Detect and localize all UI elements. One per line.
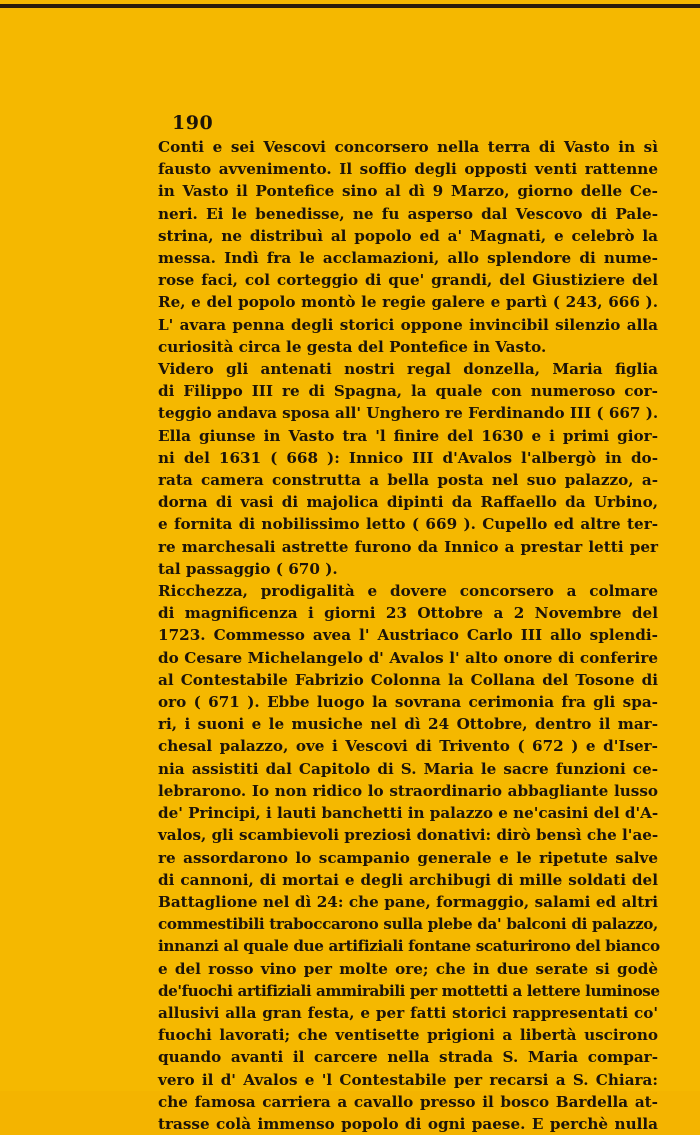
text-line: neri. Ei le benedisse, ne fu asperso dal Vescovo di Pale- xyxy=(158,204,658,223)
page-number: 190 xyxy=(172,112,214,134)
text-line: ri, i suoni e le musiche nel dì 24 Ottobre, dentro il mar- xyxy=(158,715,658,734)
text-line: tal passaggio ( 670 ). xyxy=(158,559,338,578)
text-line: de'fuochi artifiziali ammirabili per mottetti a lettere luminose xyxy=(158,981,660,1000)
text-line: 1723. Commesso avea l' Austriaco Carlo III allo splendi- xyxy=(158,626,658,645)
text-line: rata camera construtta a bella posta nel suo palazzo, a- xyxy=(158,471,658,490)
text-line: do Cesare Michelangelo d' Avalos l' alto onore di conferire xyxy=(158,648,658,667)
text-line: ni del 1631 ( 668 ): Innico III d'Avalos l'albergò in do- xyxy=(158,448,658,467)
text-line: dorna di vasi di majolica dipinti da Raffaello da Urbino, xyxy=(158,493,658,512)
text-line: Ricchezza, prodigalità e dovere concorsero a colmare xyxy=(158,582,658,601)
text-line: di magnificenza i giorni 23 Ottobre a 2 Novembre del xyxy=(158,604,658,623)
text-line: lebrarono. Io non ridico lo straordinario abbagliante lusso xyxy=(158,781,658,800)
page-top-rule xyxy=(0,4,700,8)
text-line: oro ( 671 ). Ebbe luogo la sovrana cerimonia fra gli spa- xyxy=(158,693,658,712)
text-line: trasse colà immenso popolo di ogni paese. E perchè nulla xyxy=(158,1114,658,1133)
text-line: di Filippo III re di Spagna, la quale con numeroso cor- xyxy=(158,382,658,401)
body-text xyxy=(158,136,658,1135)
text-line: valos, gli scambievoli preziosi donativi: dirò bensì che l'ae- xyxy=(158,826,659,845)
text-line: chesal palazzo, ove i Vescovi di Trivento ( 672 ) e d'Iser- xyxy=(158,737,658,756)
text-line: quando avanti il carcere nella strada S. Maria compar- xyxy=(158,1048,658,1067)
text-line: che famosa carriera a cavallo presso il bosco Bardella at- xyxy=(158,1092,658,1111)
text-line: allusivi alla gran festa, e per fatti storici rappresentati co' xyxy=(158,1003,658,1022)
text-line: Ella giunse in Vasto tra 'l finire del 1630 e i primi gior- xyxy=(158,426,658,445)
text-line: e fornita di nobilissimo letto ( 669 ). Cupello ed altre ter- xyxy=(158,515,658,534)
text-line: e del rosso vino per molte ore; che in due serate si godè xyxy=(158,959,658,978)
text-line: curiosità circa le gesta del Pontefice in Vasto. xyxy=(158,337,547,356)
text-line: commestibili traboccarono sulla plebe da' balconi di palazzo, xyxy=(158,915,658,934)
text-line: re assordarono lo scampanio generale e le ripetute salve xyxy=(158,848,658,867)
text-line: nia assistiti dal Capitolo di S. Maria le sacre funzioni ce- xyxy=(158,759,658,778)
text-line: Battaglione nel dì 24: che pane, formaggio, salami ed altri xyxy=(158,892,658,911)
text-line: teggio andava sposa all' Unghero re Ferdinando III ( 667 ). xyxy=(158,404,659,423)
text-line: Re, e del popolo montò le regie galere e partì ( 243, 666 ). xyxy=(158,293,658,312)
text-line: in Vasto il Pontefice sino al dì 9 Marzo, giorno delle Ce- xyxy=(158,182,658,201)
text-line: rose faci, col corteggio di que' grandi, del Giustiziere del xyxy=(158,271,658,290)
text-line: fuochi lavorati; che ventisette prigioni a libertà uscirono xyxy=(158,1026,658,1045)
text-line: messa. Indì fra le acclamazioni, allo splendore di nume- xyxy=(158,249,658,268)
text-line: vero il d' Avalos e 'l Contestabile per recarsi a S. Chiara: xyxy=(158,1070,658,1089)
text-line: strina, ne distribuì al popolo ed a' Magnati, e celebrò la xyxy=(158,226,658,245)
text-line: re marchesali astrette furono da Innico a prestar letti per xyxy=(158,537,658,556)
text-line: L' avara penna degli storici oppone invincibil silenzio alla xyxy=(158,315,658,334)
text-line: di cannoni, di mortai e degli archibugi di mille soldati del xyxy=(158,870,658,889)
text-line: al Contestabile Fabrizio Colonna la Collana del Tosone di xyxy=(158,670,658,689)
text-line: innanzi al quale due artifiziali fontane scaturirono del bianco xyxy=(158,937,660,956)
text-line: de' Principi, i lauti banchetti in palazzo e ne'casini del d'A- xyxy=(158,804,659,823)
text-line: Videro gli antenati nostri regal donzella, Maria figlia xyxy=(158,360,658,379)
text-line: fausto avvenimento. Il soffio degli opposti venti rattenne xyxy=(158,160,658,179)
text-line: Conti e sei Vescovi concorsero nella terra di Vasto in sì xyxy=(158,138,658,156)
